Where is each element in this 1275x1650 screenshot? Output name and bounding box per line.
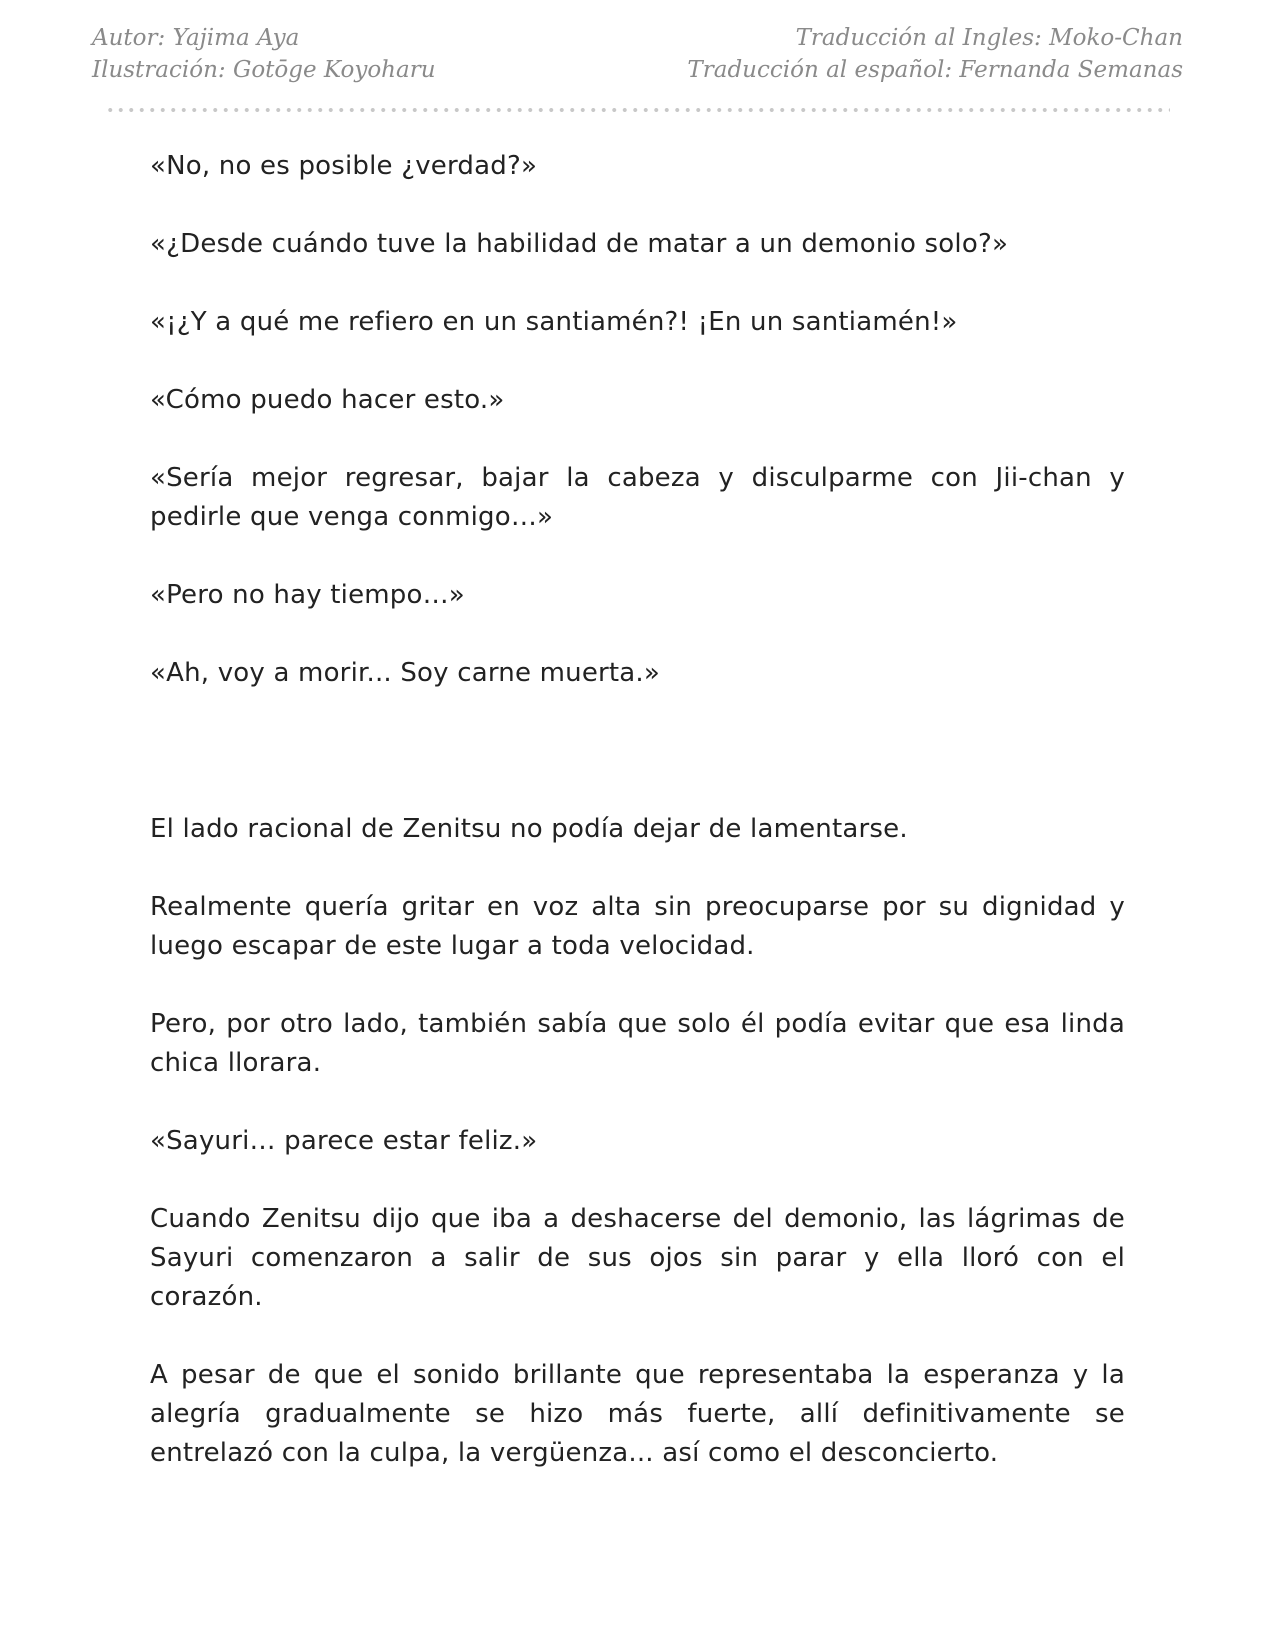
paragraph: «¿Desde cuándo tuve la habilidad de matar a un demonio solo?»	[150, 229, 1009, 259]
spanish-translation-credit: Traducción al español: Fernanda Semanas	[687, 57, 1183, 83]
paragraph: Pero, por otro lado, también sabía que solo él podía evitar que esa linda chica llorara.	[150, 1009, 1125, 1078]
author-credit: Autor: Yajima Aya	[92, 25, 300, 51]
dotted-divider	[105, 108, 1170, 112]
paragraph: «Ah, voy a morir... Soy carne muerta.»	[150, 658, 661, 688]
header-credits-right	[687, 22, 1183, 86]
page-header	[92, 22, 1183, 86]
paragraph: «Cómo puedo hacer esto.»	[150, 385, 505, 415]
english-translation-credit: Traducción al Ingles: Moko-Chan	[795, 25, 1183, 51]
paragraph: «¡¿Y a qué me refiero en un santiamén?! ¡En un santiamén!»	[150, 307, 958, 337]
paragraph: «Sería mejor regresar, bajar la cabeza y disculparme con Jii-chan y pedirle que venga conmigo…»	[150, 463, 1125, 532]
paragraph: «No, no es posible ¿verdad?»	[150, 151, 538, 181]
header-credits-left	[92, 22, 436, 86]
illustration-credit: Ilustración: Gotōge Koyoharu	[92, 57, 436, 83]
paragraph: «Sayuri… parece estar feliz.»	[150, 1126, 538, 1156]
paragraph: Cuando Zenitsu dijo que iba a deshacerse del demonio, las lágrimas de Sayuri comenzaron a salir de sus ojos sin parar y ella lloró con el corazón.	[150, 1204, 1125, 1312]
page-body	[150, 147, 1125, 1512]
paragraph: El lado racional de Zenitsu no podía dejar de lamentarse.	[150, 814, 908, 844]
paragraph: A pesar de que el sonido brillante que representaba la esperanza y la alegría gradualmente se hizo más fuerte, allí definitivamente se entrelazó con la culpa, la vergüenza... así como el desconcierto.	[150, 1360, 1125, 1468]
paragraph: Realmente quería gritar en voz alta sin preocuparse por su dignidad y luego escapar de este lugar a toda velocidad.	[150, 892, 1125, 961]
paragraph: «Pero no hay tiempo…»	[150, 580, 465, 610]
